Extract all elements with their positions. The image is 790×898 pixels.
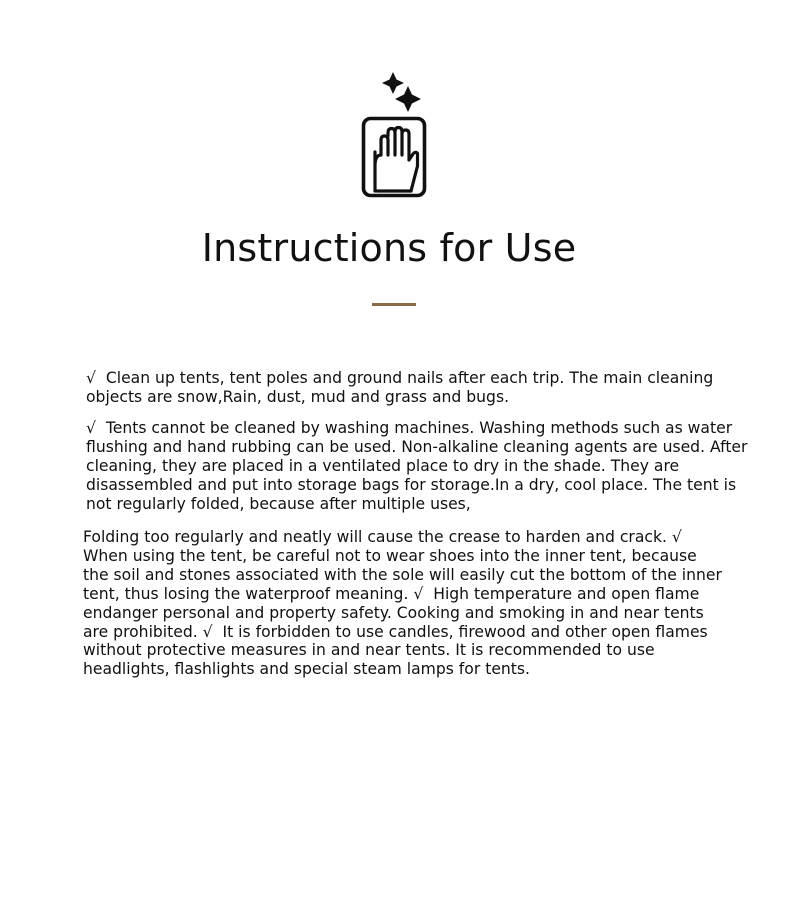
text-line: √ Clean up tents, tent poles and ground nails after each trip. The main cleaning xyxy=(86,369,714,387)
text-line: Folding too regularly and neatly will cause the crease to harden and crack. √ xyxy=(83,528,682,546)
text-line: √ Tents cannot be cleaned by washing machines. Washing methods such as water xyxy=(86,419,733,437)
text-line: flushing and hand rubbing can be used. Non-alkaline cleaning agents are used. After xyxy=(86,437,748,456)
text-line: headlights, flashlights and special steam lamps for tents. xyxy=(83,660,530,679)
text-line: the soil and stones associated with the sole will easily cut the bottom of the inner xyxy=(83,565,722,584)
text-line: tent, thus losing the waterproof meaning. √ High temperature and open flame xyxy=(83,584,700,603)
sparkle-small-icon xyxy=(382,72,404,94)
text-line: disassembled and put into storage bags for storage.In a dry, cool place. The tent is xyxy=(86,475,737,494)
paragraph-1 xyxy=(86,369,713,407)
text-line: endanger personal and property safety. Cooking and smoking in and near tents xyxy=(83,603,704,622)
text-line: not regularly folded, because after multiple uses, xyxy=(86,494,471,513)
sparkle-large-icon xyxy=(395,86,421,112)
text-line: objects are snow,Rain, dust, mud and grass and bugs. xyxy=(86,387,510,406)
paragraph-3 xyxy=(83,528,722,679)
text-line: without protective measures in and near tents. It is recommended to use xyxy=(83,641,655,660)
text-line: cleaning, they are placed in a ventilated place to dry in the shade. They are xyxy=(86,456,680,475)
paragraph-2 xyxy=(86,419,747,514)
title-divider xyxy=(372,303,416,306)
page-title: Instructions for Use xyxy=(201,226,577,270)
glove-cleaning-icon xyxy=(355,70,435,202)
text-line: are prohibited. √ It is forbidden to use candles, firewood and other open flames xyxy=(83,622,708,641)
text-line: When using the tent, be careful not to wear shoes into the inner tent, because xyxy=(83,546,697,565)
